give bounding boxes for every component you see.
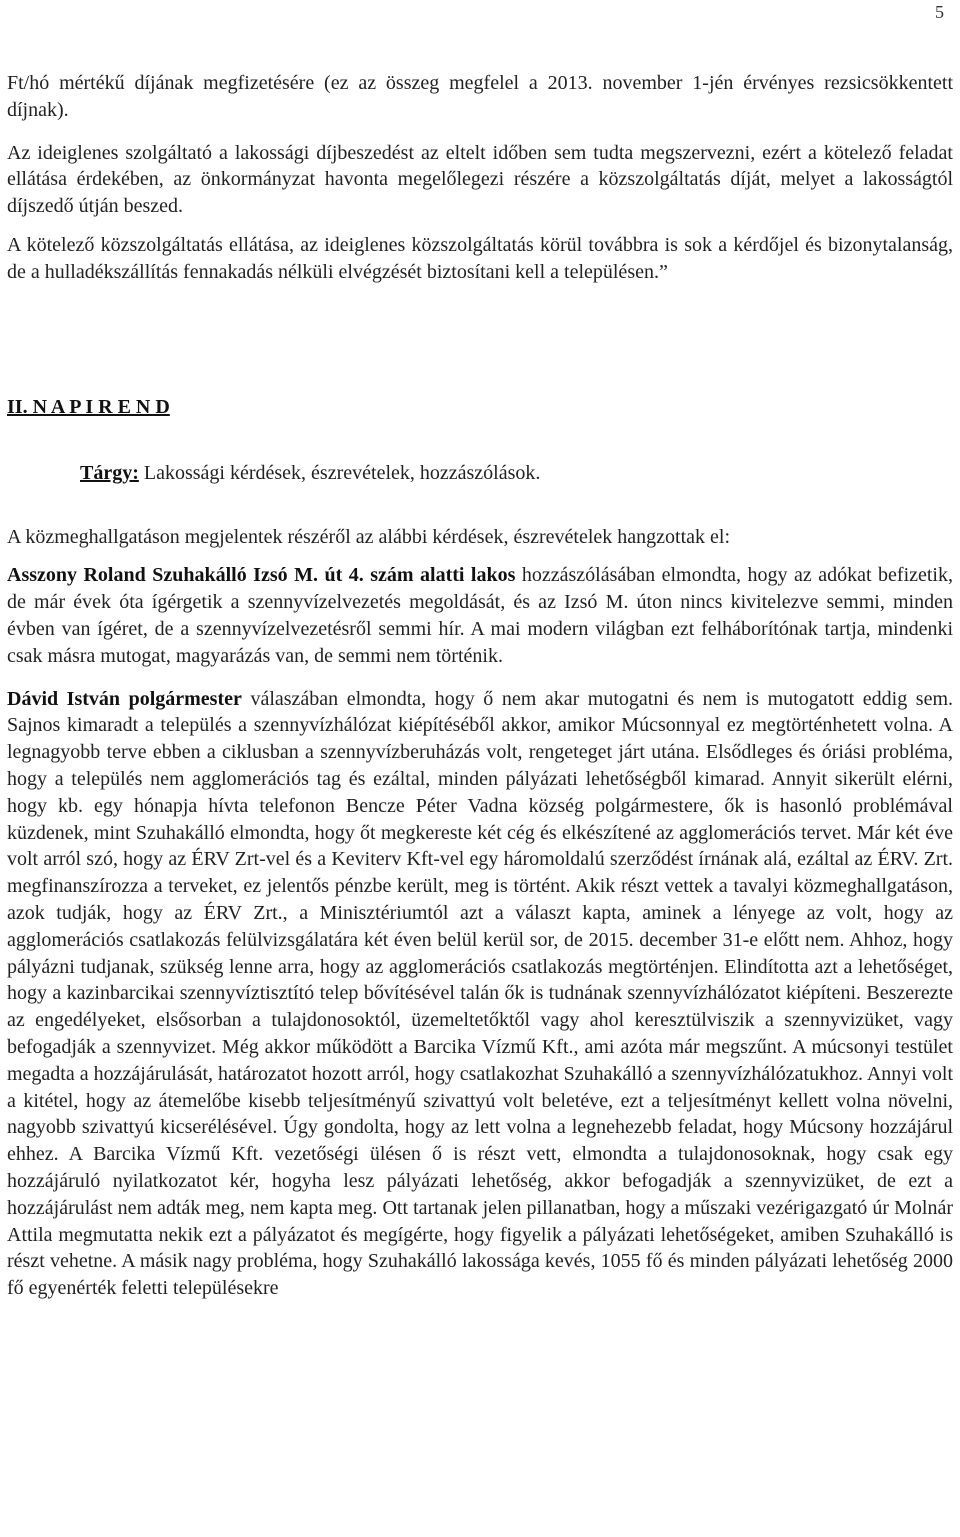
- speaker-name: Asszony Roland Szuhakálló Izsó M. út 4. szám alatti lakos: [7, 564, 516, 587]
- agenda-subject: [7, 460, 953, 486]
- subject-text: Lakossági kérdések, észrevételek, hozzászólások.: [138, 461, 541, 484]
- speech-text: hozzászólásában elmondta, hogy az adókat befizetik, de már évek óta ígérgetik a szennyvízelvezetés megoldását, és az Izsó M. úton nincs kivitelezve semmi, minden évben van ígéret, de a szennyvízelvezetésről semmi hír. A mai modern világban ezt felháborítónak tartja, mindenki csak másra mutogat, magyarázás van, de semmi nem történik.: [7, 564, 953, 667]
- speaker-name: Dávid István polgármester: [7, 687, 242, 710]
- speech-text: válaszában elmondta, hogy ő nem akar mutogatni és nem is mutogatott eddig sem. Sajnos kimaradt a település a szennyvízhálózat kiépítéséből akkor, amikor Múcsonnyal ez megtörténhetett volna. A legnagyobb terve ebben a ciklusban a szennyvízberuházás volt, rengeteget járt utána. Elsődleges és óriási probléma, hogy a település nem agglomerációs tag és ezáltal, minden pályázati lehetőségből kimarad. Annyit sikerült elérni, hogy kb. egy hónapja hívta telefonon Bencze Péter Vadna község polgármestere, ők is hasonló problémával küzdenek, mint Szuhakálló elmondta, hogy őt megkereste két cég és elkészítené az agglomerációs tervet. Már két éve volt arról szó, hogy az ÉRV Zrt-vel és a Keviterv Kft-vel egy háromoldalú szerződést írnának alá, ezáltal az ÉRV. Zrt. megfinanszírozza a terveket, ez jelentős pénzbe került, meg is történt. Akik részt vettek a tavalyi közmeghallgatáson, azok tudják, hogy az ÉRV Zrt., a Minisztériumtól azt a választ kapta, aminek a lényege az volt, hogy az agglomerációs csatlakozás felülvizsgálatára két éven belül kerül sor, de 2015. december 31-e előtt nem. Ahhoz, hogy pályázni tudjanak, szükség lenne arra, hogy az agglomerációs csatlakozás megtörténjen. Elindította azt a lehetőséget, hogy a kazinbarcikai szennyvíztisztító telep bővítésével talán ők is tudnának szennyvízhálózatot kiépíteni. Beszerezte az engedélyeket, elsősorban a tulajdonosoktól, üzemeltetőktől vagy ahol keresztülviszik a szennyvizüket, vagy befogadják a szennyvizet. Még akkor működött a Barcika Vízmű Kft., ami azóta már megszűnt. A múcsonyi testület megadta a hozzájárulását, határozatot hozott arról, hogy csatlakozhat Szuhakálló a szennyvízhálózatukhoz. Annyi volt a kitétel, hogy az átemelőbe kisebb teljesítményű szivattyú volt beletéve, ezt a teljesítményt kellett volna növelni, nagyobb szivattyú kicserélésével. Úgy gondolta, hogy az lett volna a legnehezebb feladat, hogy Múcsony hozzájárul ehhez. A Barcika Vízmű Kft. vezetőségi ülésen ő is részt vett, elmondta a tulajdonosoknak, hogy csak egy hozzájáruló nyilatkozatot kér, hogyha lesz pályázati lehetőség, akkor befogadják a szennyvizüket, de ezt a hozzájárulást nem adták meg, nem kapta meg. Ott tartanak jelen pillanatban, hogy a műszaki vezérigazgató úr Molnár Attila megmutatta nekik ezt a pályázatot és megígérte, hogy figyelik a pályázati lehetőségeket, amiben Szuhakálló is részt vehetne. A másik nagy probléma, hogy Szuhakálló lakossága kevés, 1055 fő és minden pályázati lehetőség 2000 fő egyenérték feletti településekre: [7, 687, 954, 1300]
- paragraph-fee-payment: Ft/hó mértékű díjának megfizetésére (ez az összeg megfelel a 2013. november 1-jén érvényes rezsicsökkentett díjnak).: [7, 72, 953, 121]
- hearing-intro: A közmeghallgatáson megjelentek részéről az alábbi kérdések, észrevételek hangzottak el:: [7, 525, 731, 548]
- subject-label: Tárgy:: [80, 461, 139, 484]
- speech-mayor: [7, 686, 953, 1302]
- paragraph-provisional-provider: Az ideiglenes szolgáltató a lakossági díjbeszedést az eltelt időben sem tudta megszervezni, ezért a kötelező feladat ellátása érdekében, az önkormányzat havonta megelőlegezi részére a közszolgáltatás díját, melyet a lakosságtól díjszedő útján beszed.: [7, 141, 953, 218]
- page-number: 5: [935, 2, 944, 22]
- agenda-heading: II. N A P I R E N D: [7, 395, 170, 418]
- document-body: [7, 70, 953, 1302]
- paragraph-public-service: A kötelező közszolgáltatás ellátása, az ideiglenes közszolgáltatás körül továbbra is sok a kérdőjel és bizonytalanság, de a hulladékszállítás fennakadás nélküli elvégzését biztosítani kell a településen.”: [7, 233, 953, 283]
- speech-resident: [7, 562, 953, 669]
